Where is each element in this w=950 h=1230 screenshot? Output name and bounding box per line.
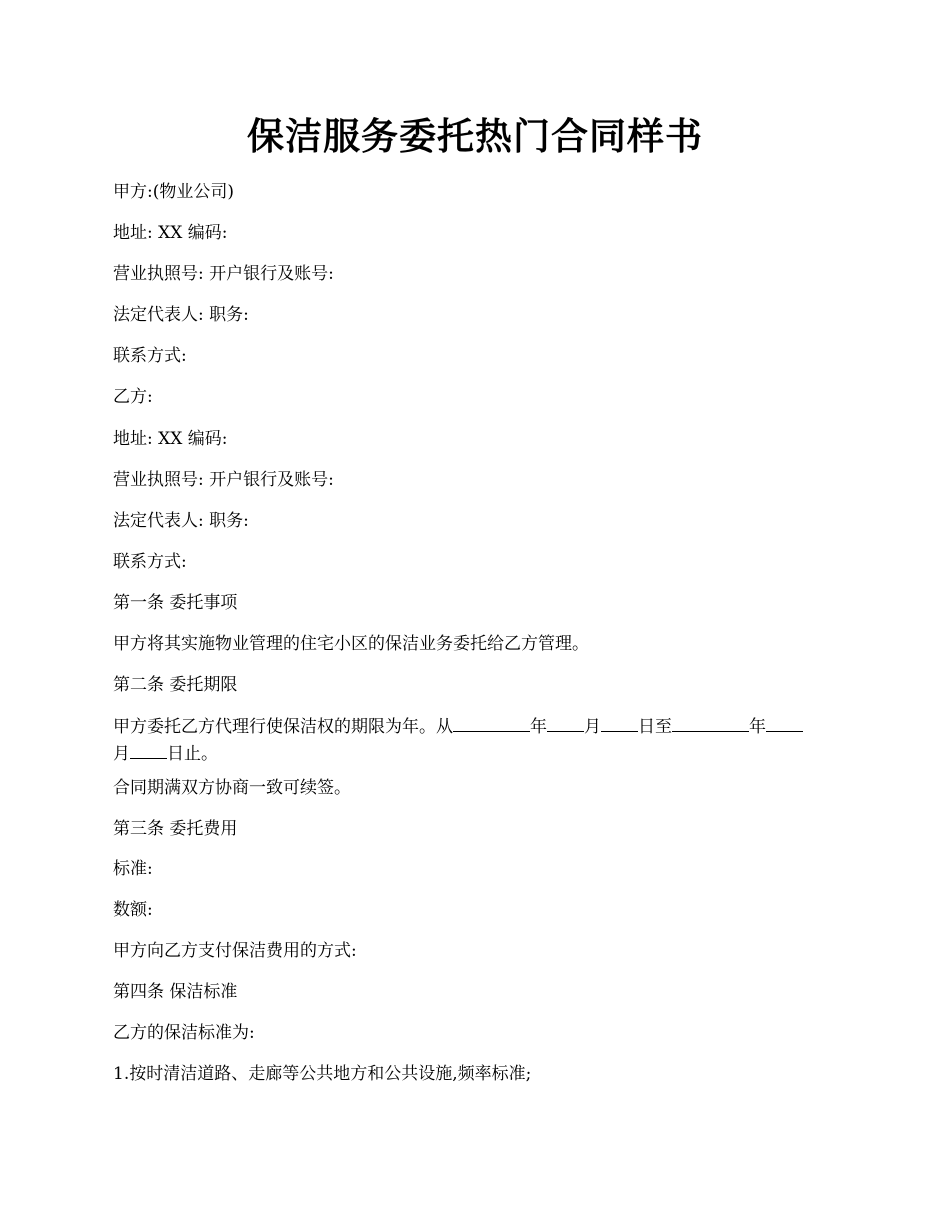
start-day-blank <box>601 713 638 732</box>
party-b-address: 地址: XX 编码: <box>113 429 228 449</box>
party-a-contact: 联系方式: <box>113 346 187 366</box>
party-a-license: 营业执照号: 开户银行及账号: <box>113 264 334 284</box>
party-a-address: 地址: XX 编码: <box>113 223 228 243</box>
day-end-label: 日止。 <box>167 744 218 764</box>
end-month-label: 月 <box>113 744 130 764</box>
party-b-contact: 联系方式: <box>113 552 187 572</box>
end-year-label: 年 <box>749 717 766 737</box>
term-prefix: 甲方委托乙方代理行使保洁权的期限为年。从 <box>113 717 453 737</box>
party-a-representative: 法定代表人: 职务: <box>113 305 249 325</box>
start-month-label: 月 <box>584 717 601 737</box>
article4-intro: 乙方的保洁标准为: <box>113 1023 255 1043</box>
end-year-blank <box>672 713 749 732</box>
day-to-label: 日至 <box>638 717 672 737</box>
party-b-representative: 法定代表人: 职务: <box>113 511 249 531</box>
article2-term-paragraph <box>113 713 843 767</box>
article4-item1: 1.按时清洁道路、走廊等公共地方和公共设施,频率标准; <box>113 1064 532 1084</box>
start-year-label: 年 <box>530 717 547 737</box>
document-title: 保洁服务委托热门合同样书 <box>247 114 703 158</box>
article1-heading: 第一条 委托事项 <box>113 593 238 613</box>
article3-payment: 甲方向乙方支付保洁费用的方式: <box>113 941 357 961</box>
article1-text: 甲方将其实施物业管理的住宅小区的保洁业务委托给乙方管理。 <box>113 634 589 654</box>
party-a-name: 甲方:(物业公司) <box>113 182 234 202</box>
article3-amount: 数额: <box>113 900 153 920</box>
end-month-blank <box>766 713 803 732</box>
article3-heading: 第三条 委托费用 <box>113 819 238 839</box>
start-month-blank <box>547 713 584 732</box>
party-b-name: 乙方: <box>113 387 153 407</box>
article3-standard: 标准: <box>113 859 153 879</box>
article4-heading: 第四条 保洁标准 <box>113 982 238 1002</box>
article2-renewal: 合同期满双方协商一致可续签。 <box>113 778 351 798</box>
article2-heading: 第二条 委托期限 <box>113 675 238 695</box>
start-year-blank <box>453 713 530 732</box>
end-day-blank <box>130 740 167 759</box>
party-b-license: 营业执照号: 开户银行及账号: <box>113 470 334 490</box>
